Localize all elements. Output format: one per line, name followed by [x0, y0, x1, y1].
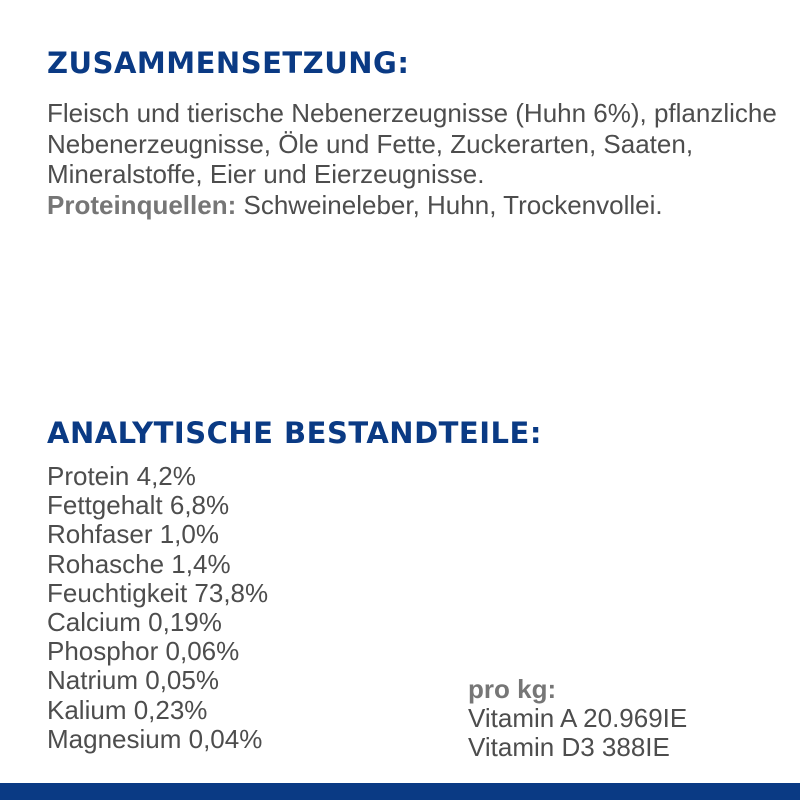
analytics-item-fat: Fettgehalt 6,8% — [47, 490, 230, 521]
analytics-item-potassium: Kalium 0,23% — [47, 694, 208, 725]
analytics-item-fiber: Rohfaser 1,0% — [47, 519, 219, 550]
analytics-item-moisture: Feuchtigkeit 73,8% — [47, 577, 269, 608]
analytics-item-sodium: Natrium 0,05% — [47, 665, 219, 696]
protein-sources-line — [47, 190, 787, 221]
analytics-item-magnesium: Magnesium 0,04% — [47, 723, 263, 754]
analytics-item-phosphorus: Phosphor 0,06% — [47, 636, 240, 667]
analytics-item-calcium: Calcium 0,19% — [47, 607, 222, 638]
composition-heading: ZUSAMMENSETZUNG: — [47, 46, 410, 80]
composition-section — [47, 98, 787, 220]
analytics-item-protein: Protein 4,2% — [47, 461, 196, 491]
vitamin-d3-item: Vitamin D3 388IE — [468, 732, 670, 763]
analytics-item-ash: Rohasche 1,4% — [47, 548, 231, 579]
per-kg-section — [468, 675, 687, 763]
analytics-list — [47, 462, 268, 754]
bottom-bar — [0, 783, 800, 800]
protein-sources-value: Schweineleber, Huhn, Trockenvollei. — [236, 189, 663, 220]
analytics-heading: ANALYTISCHE BESTANDTEILE: — [47, 416, 542, 450]
composition-text: Fleisch und tierische Nebenerzeugnisse (Huhn 6%), pflanzliche Nebenerzeugnisse, Öle und Fette, Zuckerarten, Saaten, Mineralstoffe, Eier und Eierzeugnisse. — [47, 98, 777, 189]
protein-sources-label: Proteinquellen: — [47, 189, 237, 220]
vitamin-a-item: Vitamin A 20.969IE — [468, 703, 688, 734]
per-kg-label: pro kg: — [468, 674, 557, 704]
